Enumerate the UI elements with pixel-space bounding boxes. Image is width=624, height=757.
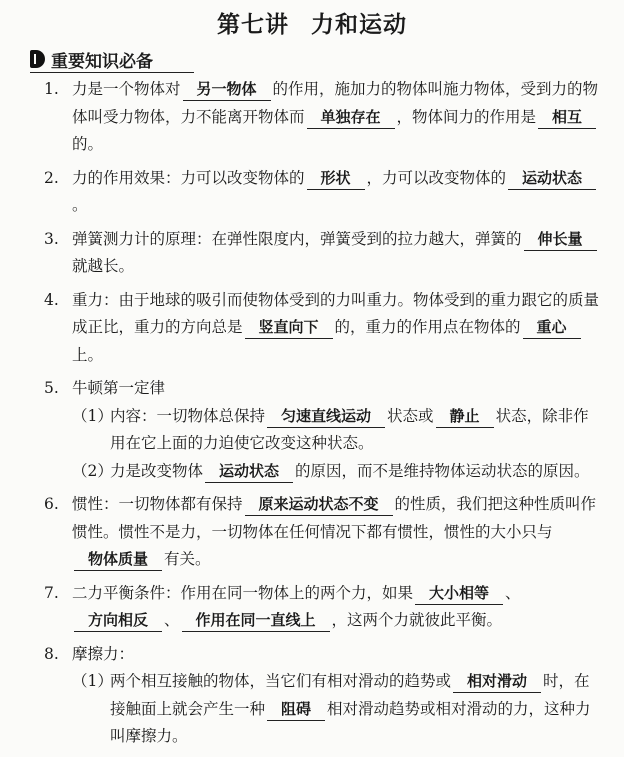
answer-blank: 运动状态 [205,460,293,483]
sub-item-number: （2） [72,461,113,480]
item-number: 1. [44,80,59,98]
answer-blank: 原来运动状态不变 [245,493,393,516]
item-text: 牛顿第一定律 [72,379,166,397]
list-item-1 [44,76,600,159]
answer-blank: 大小相等 [415,582,503,605]
item-text: 内容：一切物体总保持 [110,406,266,425]
item-number: 4. [44,290,59,309]
answer-blank: 相互 [538,106,596,129]
item-text: 相对滑动趋势或相对滑动的力，这种力叫摩擦力。 [110,699,591,745]
item-text: ，物体间力的作用是 [396,107,537,126]
item-number: 8. [44,644,59,663]
item-number: 2. [44,168,59,187]
answer-blank: 方向相反 [74,609,162,632]
item-text: 惯性：一切物体都有保持 [72,495,243,513]
item-text: 、 [164,611,180,629]
item-text: 的作用，施加力的物体叫施力物体，受到力的物体叫受力物体，力不能离开物体而 [72,80,599,126]
item-number: 5. [44,379,59,397]
answer-blank: 静止 [436,405,494,428]
item-text: 摩擦力： [72,644,135,663]
list-item-6 [44,491,600,574]
item-text: 两个相互接触的物体，当它们有相对滑动的趋势或 [110,672,452,690]
item-text: 二力平衡条件：作用在同一物体上的两个力，如果 [72,583,414,602]
answer-blank: 单独存在 [307,106,395,129]
item-text: 力是改变物体 [110,461,204,480]
sub-item-1 [72,403,600,458]
item-text: ，力可以改变物体的 [366,168,507,187]
sub-item-number: （1） [72,406,113,425]
sub-item-1 [72,668,600,751]
answer-blank: 物体质量 [74,548,162,571]
lecture-number: 第七讲 [217,12,289,38]
knowledge-list [44,76,600,757]
item-text: 力的作用效果：力可以改变物体的 [72,168,305,187]
answer-blank: 运动状态 [508,167,596,190]
item-number: 3. [44,229,59,248]
item-text: 力是一个物体对 [72,80,181,98]
item-text: 、 [505,583,521,602]
section-heading-label: 重要知识必备 [51,51,153,72]
list-item-8 [44,641,600,751]
answer-blank: 阻碍 [267,698,325,721]
section-heading [30,46,194,73]
answer-blank: 伸长量 [524,228,597,251]
answer-blank: 重心 [523,316,581,339]
answer-blank: 形状 [307,167,365,190]
item-text: 弹簧测力计的原理：在弹性限度内，弹簧受到的拉力越大，弹簧的 [72,229,522,248]
item-text: 的性质，我们把这种性质叫作惯性。惯性不是力，一切物体在任何情况下都有惯性，惯性的大小只与 [72,495,597,541]
item-text: 状态或 [387,406,434,425]
item-text: 状态，除非作用在它上面的力迫使它改变这种状态。 [110,406,589,452]
answer-blank: 竖直向下 [245,316,333,339]
item-text: 时，在接触面上就会产生一种 [110,672,590,718]
item-text: 的，重力的作用点在物体的 [334,318,521,336]
answer-blank: 匀速直线运动 [267,405,385,428]
lecture-topic: 力和运动 [311,12,407,38]
item-text: 重力：由于地球的吸引而使物体受到的力叫重力。物体受到的重力跟它的质量成正比，重力的方向总是 [72,290,600,336]
list-item-4 [44,287,600,370]
item-number: 7. [44,583,59,602]
item-text: 的。 [72,135,104,153]
list-item-3 [44,226,600,281]
list-item-2 [44,165,600,220]
list-item-5 [44,375,600,485]
answer-blank: 另一物体 [183,78,271,101]
answer-blank: 作用在同一直线上 [182,609,330,632]
item-text: 就越长。 [72,257,135,275]
item-number: 6. [44,495,59,513]
item-text: 上。 [72,345,104,364]
page-title [0,6,624,39]
sub-item-number: （1） [72,672,113,690]
sub-item-2 [72,458,600,486]
item-text: ，这两个力就彼此平衡。 [331,611,503,629]
item-text: 有关。 [164,550,211,568]
item-text: 。 [72,196,88,214]
item-text: 的原因，而不是维持物体运动状态的原因。 [295,461,590,480]
book-icon [30,50,45,68]
list-item-7 [44,580,600,635]
answer-blank: 相对滑动 [453,670,541,693]
